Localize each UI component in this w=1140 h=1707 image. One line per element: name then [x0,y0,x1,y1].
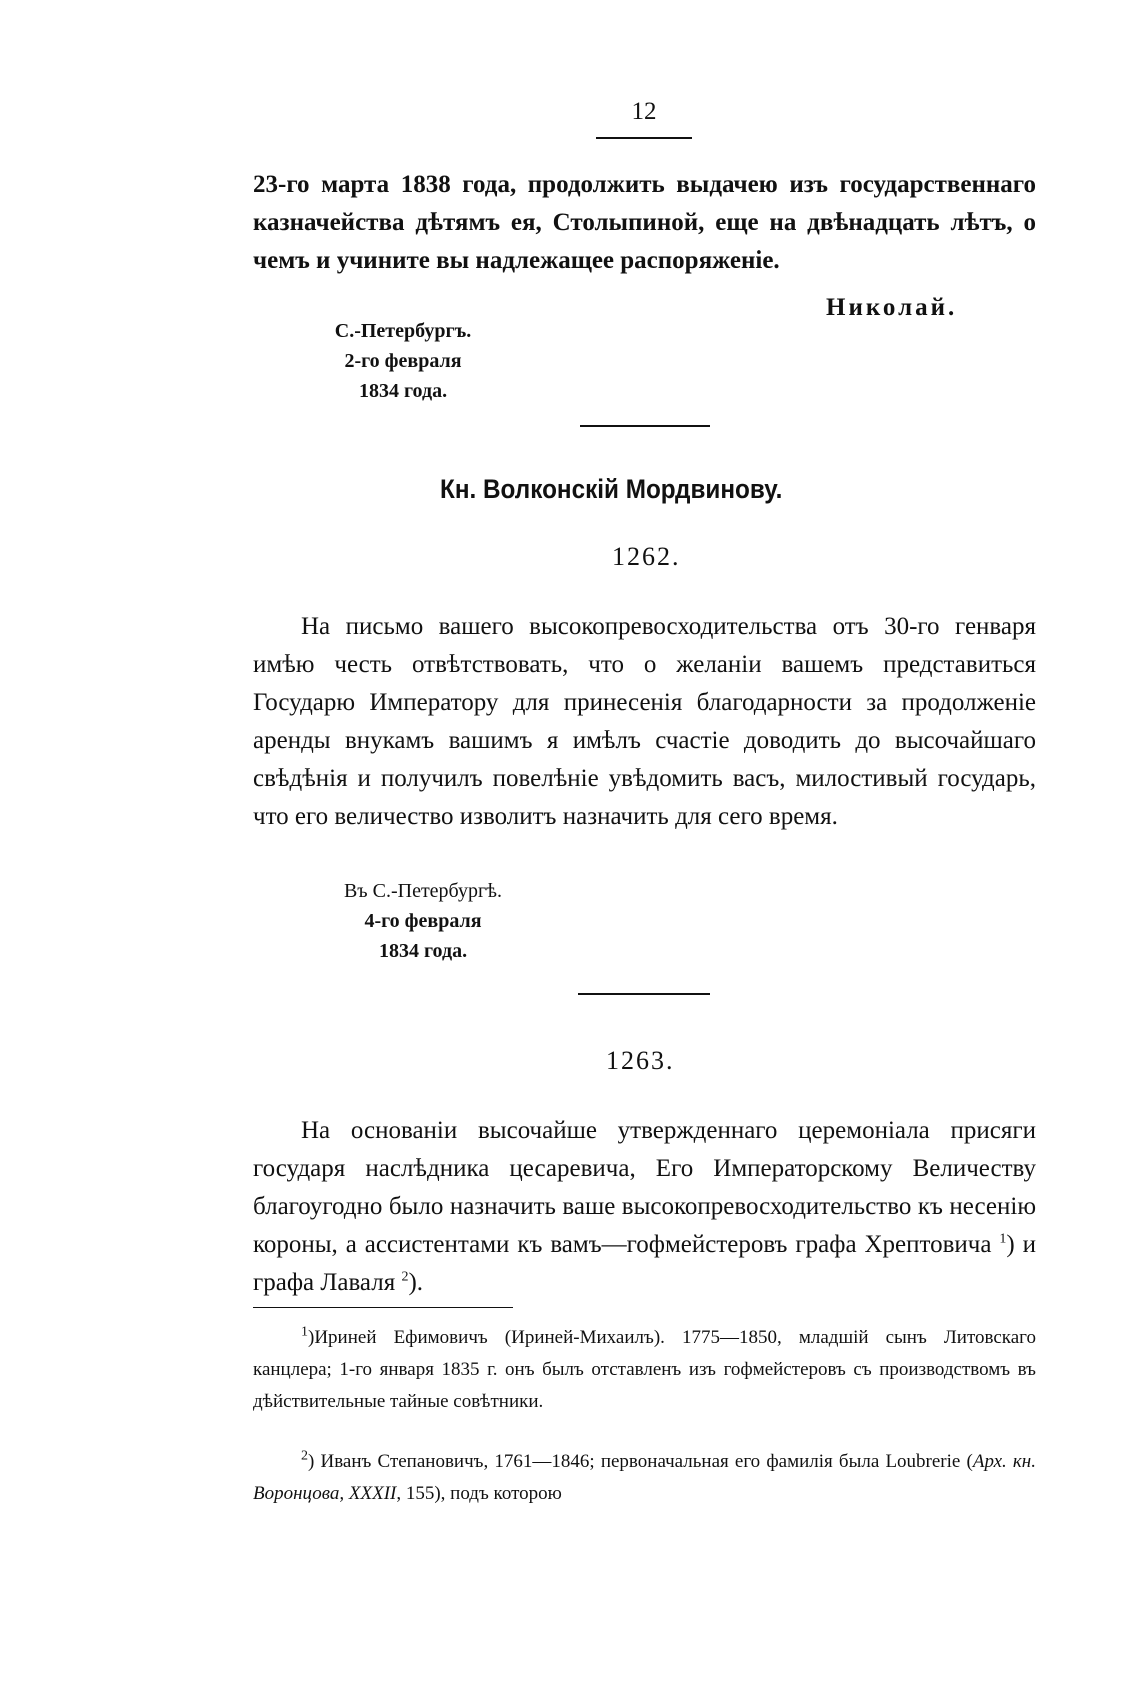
letter-body-paragraph: На письмо вашего высокопревосходительства отъ 30-го генваря имѣю честь отвѣтствовать, что о желаніи вашемъ представиться Государю Императору для принесенія благодарности за продолженіе аренды внукамъ вашимъ я имѣлъ счастіе доводить до высочайшаго свѣдѣнія и получилъ повелѣніе увѣдомить васъ, милостивый государь, что его величество изволитъ назначить для сего время. [253,613,1036,830]
year-line: 1834 года. [358,380,448,402]
paragraph-text: На основаніи высочайше утвержденнаго церемоніала присяги государя наслѣдника цесаревича, Его Императорскому Величеству благоугодно было назначить ваше высокопревосходительство къ несенію короны, а ассистентами къ вамъ—гофмейстеровъ графа Хрептовича [253,1117,1036,1258]
footnote-text: , 155), подъ которою [396,1483,562,1504]
date-line: 2-го февраля [344,350,462,372]
footnote-1 [253,1322,1036,1418]
document-number: 1263. [606,1046,675,1075]
signature: Николай. [826,294,958,321]
document-number: 1262. [612,542,681,571]
place-line: Въ С.-Петербургѣ. [343,880,503,902]
footnote-text: )Ириней Ефимовичъ (Ириней-Михаилъ). 1775—1850, младшій сынъ Литовскаго канцлера; 1-го января 1835 г. онъ былъ отставленъ изъ гофмейстеровъ съ производствомъ въ дѣйствительные тайные совѣтники. [253,1327,1036,1412]
footnote-number: 2 [301,1448,308,1464]
place-date-block [313,876,533,966]
footnote-2 [253,1446,1036,1510]
document-body-paragraph: На основаніи высочайше утвержденнаго церемоніала присяги государя наслѣдника цесаревича, Его Императорскому Величеству благоугодно было назначить ваше высокопревосходительство къ несенію короны, а ассистентами къ вамъ—гофмейстеровъ графа Хрептовича $^1$) и графа Лаваля $^2$). [253,1117,1037,1296]
section-divider [580,425,710,427]
letter-closing-paragraph: 23-го марта 1838 года, продолжить выдачею изъ государственнаго казначейства дѣтямъ ея, Столыпиной, еще на двѣнадцать лѣтъ, о чемъ и учините вы надлежащее распоряженіе. [253,171,1036,274]
footnote-citation: Арх. кн. Воронцова, XXXII [253,1451,1036,1504]
footnote-text: ) Иванъ Степановичъ, 1761—1846; первоначальная его фамилія была Loubrerie ( [308,1451,973,1472]
footnote-marker[interactable]: 2 [401,1269,409,1285]
place-date-block [313,316,493,406]
paragraph-text: . [416,1269,424,1296]
page-number: 12 [631,98,657,125]
date-line: 4-го февраля [364,910,482,932]
footnote-marker[interactable]: 1 [999,1231,1007,1247]
section-divider [578,993,710,995]
place-line: С.-Петербургъ. [334,320,472,342]
letter-heading: Кн. Волконскій Мордвинову. [440,474,783,504]
footnote-number: 1 [301,1324,308,1340]
page-number-underline [596,137,692,139]
footnote-separator [253,1307,513,1308]
year-line: 1834 года. [378,940,468,962]
paragraph-text: и графа Лаваля [253,1231,1037,1296]
